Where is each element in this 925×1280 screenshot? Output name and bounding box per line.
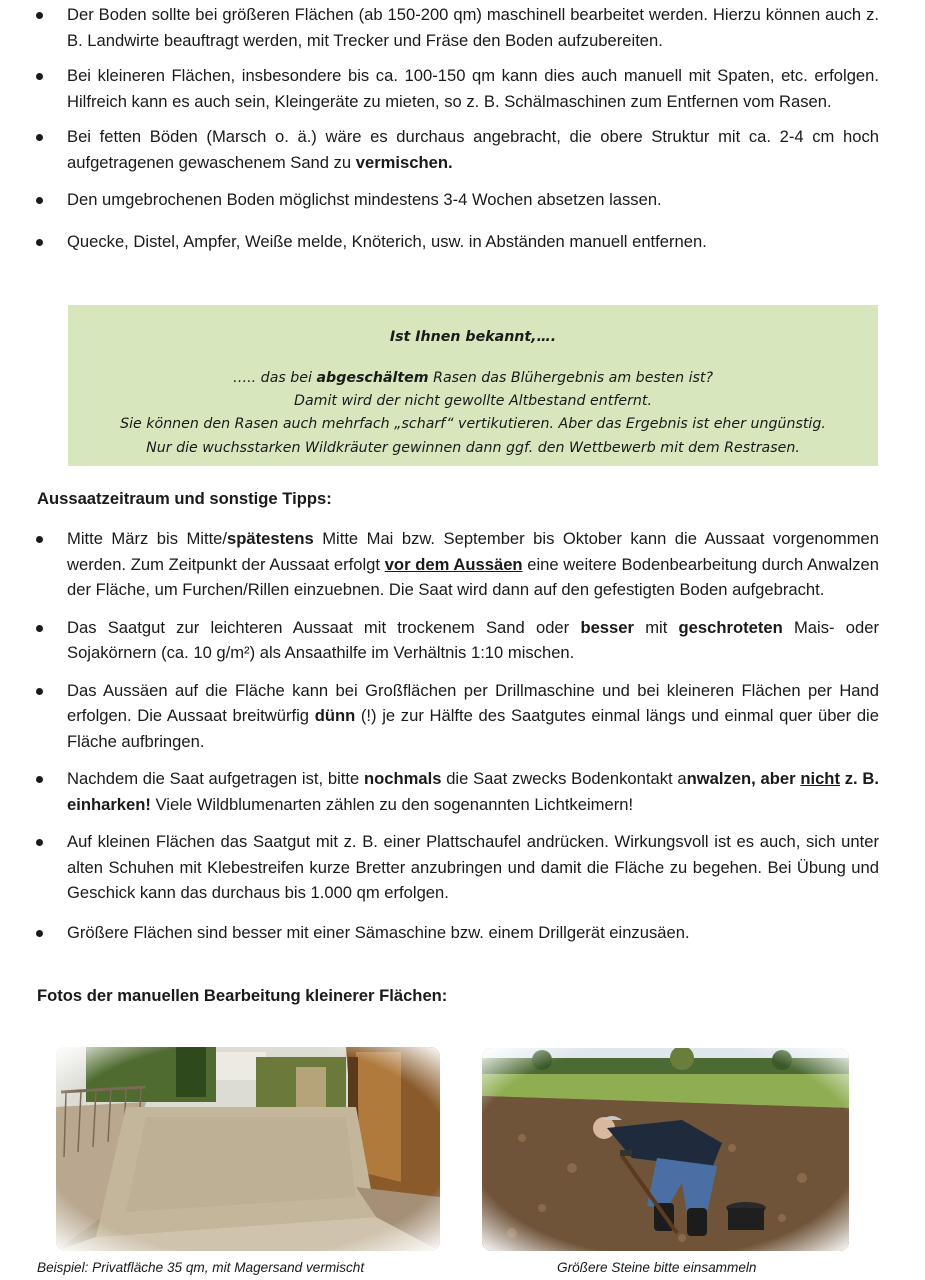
list-item: Der Boden sollte bei größeren Flächen (ab 150-200 qm) maschinell bearbeitet werden. Hierzu können auch z. B. Landwirte beauftragt werden, mit Trecker und Fräse den Boden aufzubereiten.: [0, 2, 925, 53]
list-item: Bei kleineren Flächen, insbesondere bis ca. 100-150 qm kann dies auch manuell mit Spaten, etc. erfolgen. Hilfreich kann es auch sein, Kleingeräte zu mieten, so z. B. Schälmaschinen zum Entfernen vom Rasen.: [0, 63, 925, 114]
info-box: [68, 305, 878, 466]
info-box-text: [68, 367, 878, 460]
photo-field-work-image: [482, 1048, 849, 1251]
info-line: Damit wird der nicht gewollte Altbestand entfernt.: [294, 393, 652, 410]
caption-left: Beispiel: Privatfläche 35 qm, mit Magersand vermischt: [37, 1260, 365, 1275]
photo-field-work: [482, 1048, 849, 1251]
bullet-icon: [36, 12, 43, 19]
bullet-list-sowing: [0, 526, 925, 945]
list-item: Quecke, Distel, Ampfer, Weiße melde, Knöterich, usw. in Abständen manuell entfernen.: [0, 229, 925, 255]
section-heading-photos: Fotos der manuellen Bearbeitung kleinerer Flächen:: [37, 986, 448, 1005]
bullet-icon: [36, 197, 43, 204]
bullet-icon: [36, 776, 43, 783]
list-item: Bei fetten Böden (Marsch o. ä.) wäre es durchaus angebracht, die obere Struktur mit ca. 2-4 cm hoch aufgetragenen gewaschenem Sand zu vermischen.: [0, 124, 925, 175]
bullet-icon: [36, 625, 43, 632]
bullet-icon: [36, 688, 43, 695]
list-item: Nachdem die Saat aufgetragen ist, bitte nochmals die Saat zwecks Bodenkontakt anwalzen, aber nicht z. B. einharken! Viele Wildblumenarten zählen zu den sogenannten Lichtkeimern!: [0, 766, 925, 817]
photo-private-area: [56, 1047, 440, 1251]
list-item: Größere Flächen sind besser mit einer Sämaschine bzw. einem Drillgerät einzusäen.: [0, 920, 925, 946]
bullet-icon: [36, 134, 43, 141]
info-line: Sie können den Rasen auch mehrfach „scharf“ vertikutieren. Aber das Ergebnis ist eher ungünstig.: [120, 416, 826, 433]
info-line: Nur die wuchsstarken Wildkräuter gewinnen dann ggf. den Wettbewerb mit dem Restrasen.: [146, 439, 800, 456]
list-item: Auf kleinen Flächen das Saatgut mit z. B. einer Plattschaufel andrücken. Wirkungsvoll ist es auch, sich unter alten Schuhen mit Klebestreifen kurze Bretter anzubringen und damit die Fläche zu begehen. Bei Übung und Geschick kann das durchaus bis 1.000 qm erfolgen.: [0, 829, 925, 906]
list-item: Das Aussäen auf die Fläche kann bei Großflächen per Drillmaschine und bei kleineren Flächen per Hand erfolgen. Die Aussaat breitwürfig dünn (!) je zur Hälfte des Saatgutes einmal längs und einmal quer über die Fläche aufbringen.: [0, 678, 925, 755]
list-item: Mitte März bis Mitte/spätestens Mitte Mai bzw. September bis Oktober kann die Aussaat vorgenommen werden. Zum Zeitpunkt der Aussaat erfolgt vor dem Aussäen eine weitere Bodenbearbeitung durch Anwalzen der Fläche, um Furchen/Rillen einzuebnen. Die Saat wird dann auf den gefestigten Boden aufgebracht.: [0, 526, 925, 603]
photo-private-area-image: [56, 1047, 440, 1251]
info-box-title: Ist Ihnen bekannt,….: [389, 329, 557, 345]
list-item: Den umgebrochenen Boden möglichst mindestens 3-4 Wochen absetzen lassen.: [0, 187, 925, 213]
bullet-icon: [36, 239, 43, 246]
caption-right: Größere Steine bitte einsammeln: [557, 1260, 757, 1275]
bullet-icon: [36, 536, 43, 543]
list-item: Das Saatgut zur leichteren Aussaat mit trockenem Sand oder besser mit geschroteten Mais- oder Sojakörnern (ca. 10 g/m²) als Ansaathilfe im Verhältnis 1:10 mischen.: [0, 615, 925, 666]
bullet-icon: [36, 839, 43, 846]
bullet-icon: [36, 930, 43, 937]
bullet-icon: [36, 73, 43, 80]
section-heading-sowing: Aussaatzeitraum und sonstige Tipps:: [37, 489, 332, 508]
bullet-list-soil: [0, 2, 925, 254]
info-line: ….. das bei abgeschältem Rasen das Blühergebnis am besten ist?: [232, 370, 714, 386]
